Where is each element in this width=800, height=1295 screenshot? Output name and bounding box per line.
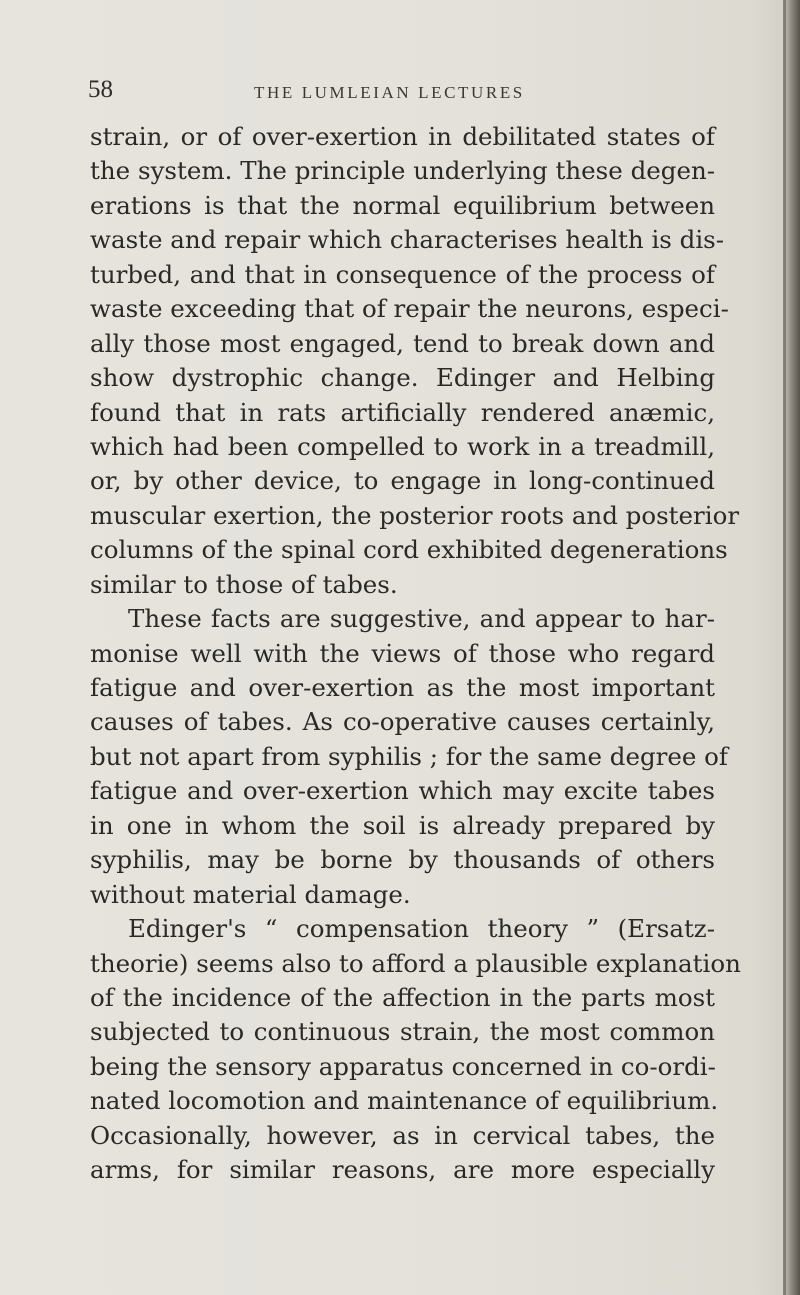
text-line: ally those most engaged, tend to break down and	[90, 328, 715, 358]
page-edge-shadow	[783, 0, 786, 1295]
page-header	[0, 76, 800, 116]
text-line: columns of the spinal cord exhibited degenerations	[90, 535, 728, 565]
text-line: muscular exertion, the posterior roots and posterior	[90, 500, 740, 530]
running-title: THE LUMLEIAN LECTURES	[254, 83, 525, 102]
text-line: syphilis, may be borne by thousands of others	[90, 845, 715, 875]
text-line: subjected to continuous strain, the most common	[90, 1017, 715, 1047]
text-line: erations is that the normal equilibrium between	[90, 190, 715, 220]
text-line: of the incidence of the affection in the parts most	[90, 982, 715, 1012]
text-line: strain, or of over-exertion in debilitated states of	[90, 122, 715, 151]
paragraph-end-line: similar to those of tabes.	[90, 569, 398, 599]
text-line: in one in whom the soil is already prepared by	[90, 810, 715, 840]
text-line: nated locomotion and maintenance of equilibrium.	[90, 1086, 719, 1116]
paragraph-start-line: These facts are suggestive, and appear to har-	[128, 604, 715, 634]
text-line: or, by other device, to engage in long-continued	[90, 466, 715, 496]
text-line: found that in rats artificially rendered anæmic,	[90, 397, 715, 427]
text-line: turbed, and that in consequence of the process of	[90, 259, 715, 289]
text-line: fatigue and over-exertion which may excite tabes	[90, 776, 715, 806]
paragraph-end-line: without material damage.	[90, 879, 411, 909]
text-line: but not apart from syphilis ; for the same degree of	[90, 741, 728, 771]
body-text	[90, 120, 741, 1188]
text-line: arms, for similar reasons, are more especially	[90, 1155, 715, 1185]
text-line: monise well with the views of those who regard	[90, 638, 715, 668]
paragraph-start-line: Edinger's “ compensation theory ” (Ersatz-	[128, 914, 715, 944]
page-number: 58	[88, 76, 113, 103]
text-line: fatigue and over-exertion as the most important	[90, 673, 715, 702]
text-line: being the sensory apparatus concerned in co-ordi-	[90, 1051, 716, 1081]
text-line: causes of tabes. As co-operative causes certainly,	[90, 707, 715, 737]
text-line: the system. The principle underlying these degen-	[90, 156, 715, 186]
text-line: show dystrophic change. Edinger and Helbing	[90, 363, 715, 393]
text-line: waste and repair which characterises health is dis-	[90, 225, 725, 255]
page-binding-edge	[784, 0, 800, 1295]
text-line: theorie) seems also to afford a plausible explanation	[90, 948, 741, 978]
text-line: which had been compelled to work in a treadmill,	[90, 431, 715, 461]
text-line: Occasionally, however, as in cervical tabes, the	[90, 1120, 715, 1150]
text-line: waste exceeding that of repair the neurons, especi-	[90, 294, 729, 324]
